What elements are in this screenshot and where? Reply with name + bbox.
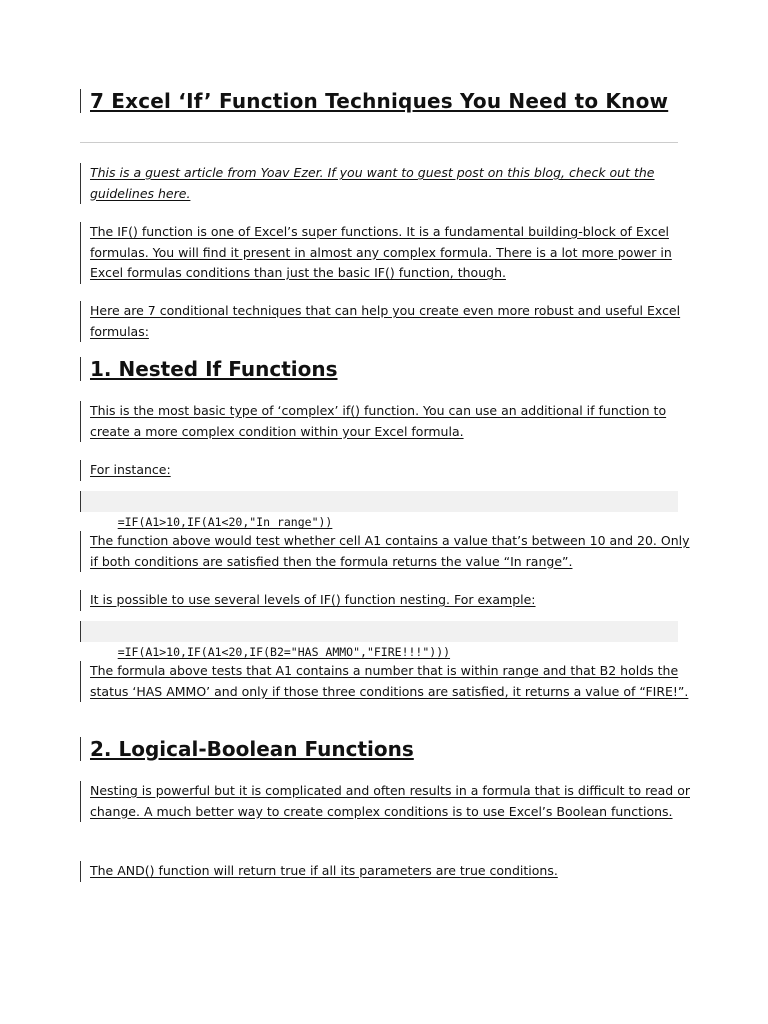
article-title: 7 Excel ‘If’ Function Techniques You Need to Know <box>80 89 690 113</box>
intro-paragraph-2: Here are 7 conditional techniques that can help you create even more robust and useful Excel formulas: <box>80 301 690 342</box>
section-2-paragraph-1: Nesting is powerful but it is complicated and often results in a formula that is difficult to read or change. A much better way to create complex conditions is to use Excel’s Boolean functions. <box>80 781 690 822</box>
section-1-heading: 1. Nested If Functions <box>80 357 690 381</box>
section-1-paragraph-2: For instance: <box>80 460 690 481</box>
guest-note: This is a guest article from Yoav Ezer. If you want to guest post on this blog, check out the guidelines here. <box>80 163 690 204</box>
section-1-paragraph-4: It is possible to use several levels of IF() function nesting. For example: <box>80 590 690 611</box>
section-1-paragraph-5: The formula above tests that A1 contains a number that is within range and that B2 holds the status ‘HAS AMMO’ and only if those three conditions are satisfied, it returns a value of “FIRE!”. <box>80 661 690 702</box>
section-1-paragraph-3: The function above would test whether cell A1 contains a value that’s between 10 and 20. Only if both conditions are satisfied then the formula returns the value “In range”. <box>80 531 690 572</box>
section-2-heading: 2. Logical-Boolean Functions <box>80 737 690 761</box>
code-example-2: =IF(A1>10,IF(A1<20,IF(B2="HAS AMMO","FIRE!!!"))) <box>80 621 678 642</box>
section-1-paragraph-1: This is the most basic type of ‘complex’ if() function. You can use an additional if function to create a more complex condition within your Excel formula. <box>80 401 690 442</box>
title-divider <box>80 142 678 143</box>
section-2-paragraph-2: The AND() function will return true if all its parameters are true conditions. <box>80 861 690 882</box>
code-example-1: =IF(A1>10,IF(A1<20,"In range")) <box>80 491 678 512</box>
intro-paragraph-1: The IF() function is one of Excel’s super functions. It is a fundamental building-block of Excel formulas. You will find it present in almost any complex formula. There is a lot more power in Excel formulas conditions than just the basic IF() function, though. <box>80 222 690 284</box>
